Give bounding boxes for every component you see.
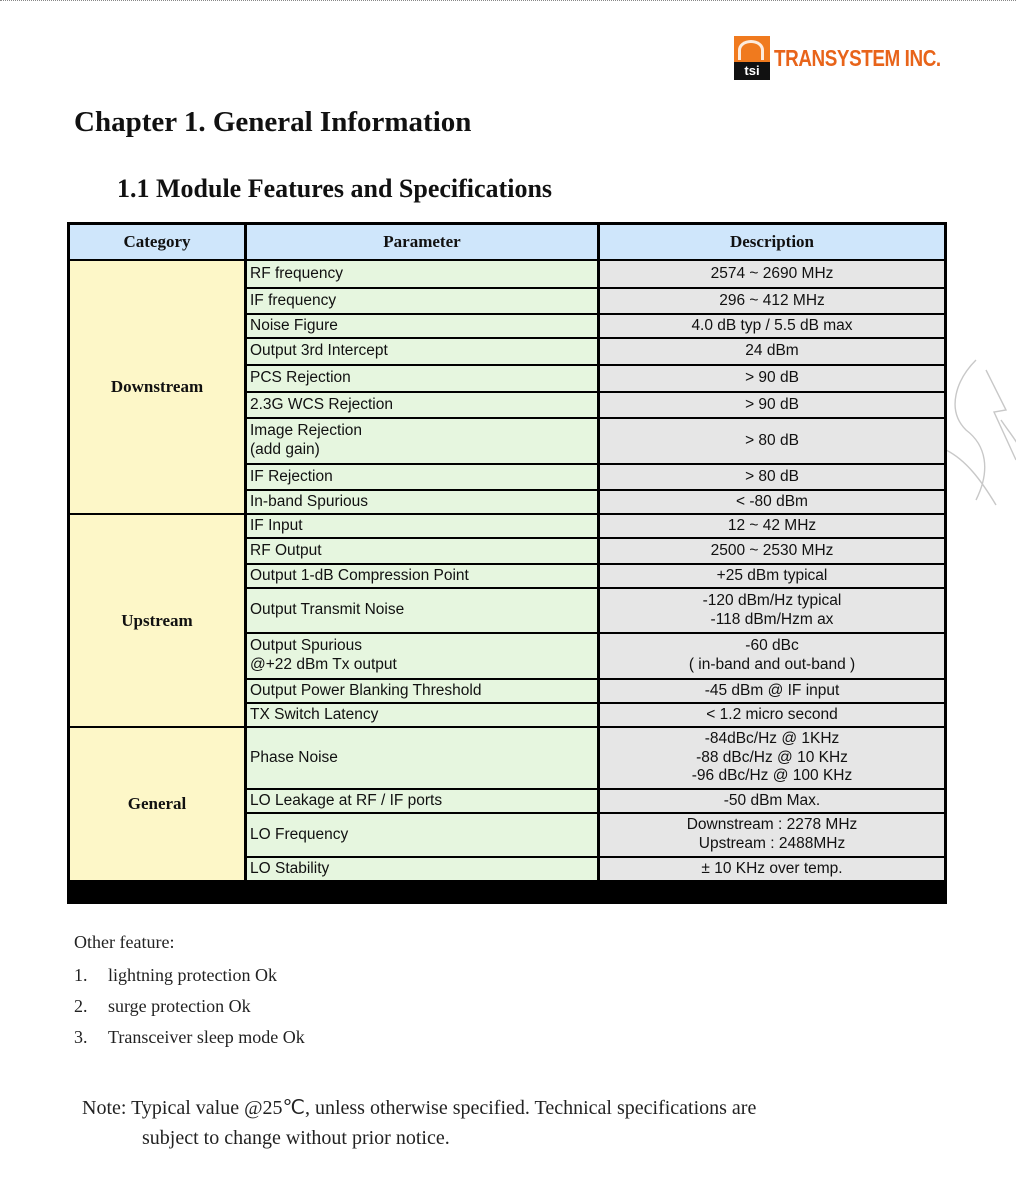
- other-feature-heading: Other feature:: [74, 932, 175, 952]
- param-cell: RF frequency: [247, 261, 597, 287]
- desc-cell: < -80 dBm: [600, 491, 944, 513]
- desc-cell: > 90 dB: [600, 366, 944, 391]
- list-item-text: Transceiver sleep mode Ok: [108, 1027, 305, 1047]
- desc-cell: -120 dBm/Hz typical -118 dBm/Hzm ax: [600, 589, 944, 632]
- note: [82, 1093, 756, 1153]
- list-item-text: surge protection Ok: [108, 996, 251, 1016]
- list-item: [74, 1025, 305, 1056]
- param-cell: Noise Figure: [247, 315, 597, 337]
- feature-list: [74, 963, 305, 1056]
- note-line-2: subject to change without prior notice.: [142, 1127, 450, 1149]
- header-description: Description: [600, 225, 944, 259]
- desc-cell: > 80 dB: [600, 419, 944, 463]
- desc-cell: 4.0 dB typ / 5.5 dB max: [600, 315, 944, 337]
- desc-cell: < 1.2 micro second: [600, 704, 944, 726]
- desc-cell: > 90 dB: [600, 393, 944, 417]
- desc-cell: 12 ~ 42 MHz: [600, 515, 944, 537]
- list-item: [74, 994, 305, 1025]
- param-cell: Output 1-dB Compression Point: [247, 565, 597, 587]
- param-cell: In-band Spurious: [247, 491, 597, 513]
- desc-cell: > 80 dB: [600, 465, 944, 489]
- param-cell: LO Frequency: [247, 814, 597, 856]
- param-cell: TX Switch Latency: [247, 704, 597, 726]
- header-parameter: Parameter: [247, 225, 597, 259]
- param-cell: Image Rejection (add gain): [247, 419, 597, 463]
- company-name: TRANSYSTEM INC.: [774, 44, 941, 71]
- desc-cell: -84dBc/Hz @ 1KHz -88 dBc/Hz @ 10 KHz -96 dBc/Hz @ 100 KHz: [600, 728, 944, 788]
- param-cell: Output Spurious @+22 dBm Tx output: [247, 634, 597, 678]
- desc-cell: 296 ~ 412 MHz: [600, 289, 944, 313]
- param-cell: Phase Noise: [247, 728, 597, 788]
- top-rule: [0, 0, 1016, 2]
- list-item-number: 2.: [74, 996, 88, 1016]
- desc-cell: 24 dBm: [600, 339, 944, 364]
- desc-cell: +25 dBm typical: [600, 565, 944, 587]
- category-upstream: Upstream: [70, 515, 244, 726]
- list-item: [74, 963, 305, 994]
- param-cell: LO Leakage at RF / IF ports: [247, 790, 597, 812]
- chapter-title: Chapter 1. General Information: [74, 106, 472, 138]
- header-category: Category: [70, 225, 244, 259]
- desc-cell: Downstream : 2278 MHz Upstream : 2488MHz: [600, 814, 944, 856]
- note-line-1: Note: Typical value @25℃, unless otherwise specified. Technical specifications are: [82, 1097, 757, 1119]
- param-cell: IF Input: [247, 515, 597, 537]
- desc-cell: 2500 ~ 2530 MHz: [600, 539, 944, 563]
- param-cell: IF Rejection: [247, 465, 597, 489]
- section-title: 1.1 Module Features and Specifications: [117, 174, 553, 203]
- param-cell: PCS Rejection: [247, 366, 597, 391]
- param-cell: RF Output: [247, 539, 597, 563]
- desc-cell: -45 dBm @ IF input: [600, 680, 944, 702]
- watermark-stamp-icon: [936, 350, 1016, 520]
- param-cell: IF frequency: [247, 289, 597, 313]
- param-cell: Output 3rd Intercept: [247, 339, 597, 364]
- list-item-number: 1.: [74, 965, 88, 985]
- desc-cell: -50 dBm Max.: [600, 790, 944, 812]
- param-cell: LO Stability: [247, 858, 597, 880]
- list-item-number: 3.: [74, 1027, 88, 1047]
- desc-cell: 2574 ~ 2690 MHz: [600, 261, 944, 287]
- spec-table: [67, 222, 947, 904]
- company-logo: [734, 35, 977, 81]
- param-cell: Output Power Blanking Threshold: [247, 680, 597, 702]
- category-downstream: Downstream: [70, 261, 244, 513]
- list-item-text: lightning protection Ok: [108, 965, 277, 985]
- desc-cell: ± 10 KHz over temp.: [600, 858, 944, 880]
- param-cell: 2.3G WCS Rejection: [247, 393, 597, 417]
- logo-mark-icon: [734, 36, 770, 80]
- category-general: General: [70, 728, 244, 880]
- param-cell: Output Transmit Noise: [247, 589, 597, 632]
- logo-mark-text: tsi: [734, 62, 770, 80]
- desc-cell: -60 dBc ( in-band and out-band ): [600, 634, 944, 678]
